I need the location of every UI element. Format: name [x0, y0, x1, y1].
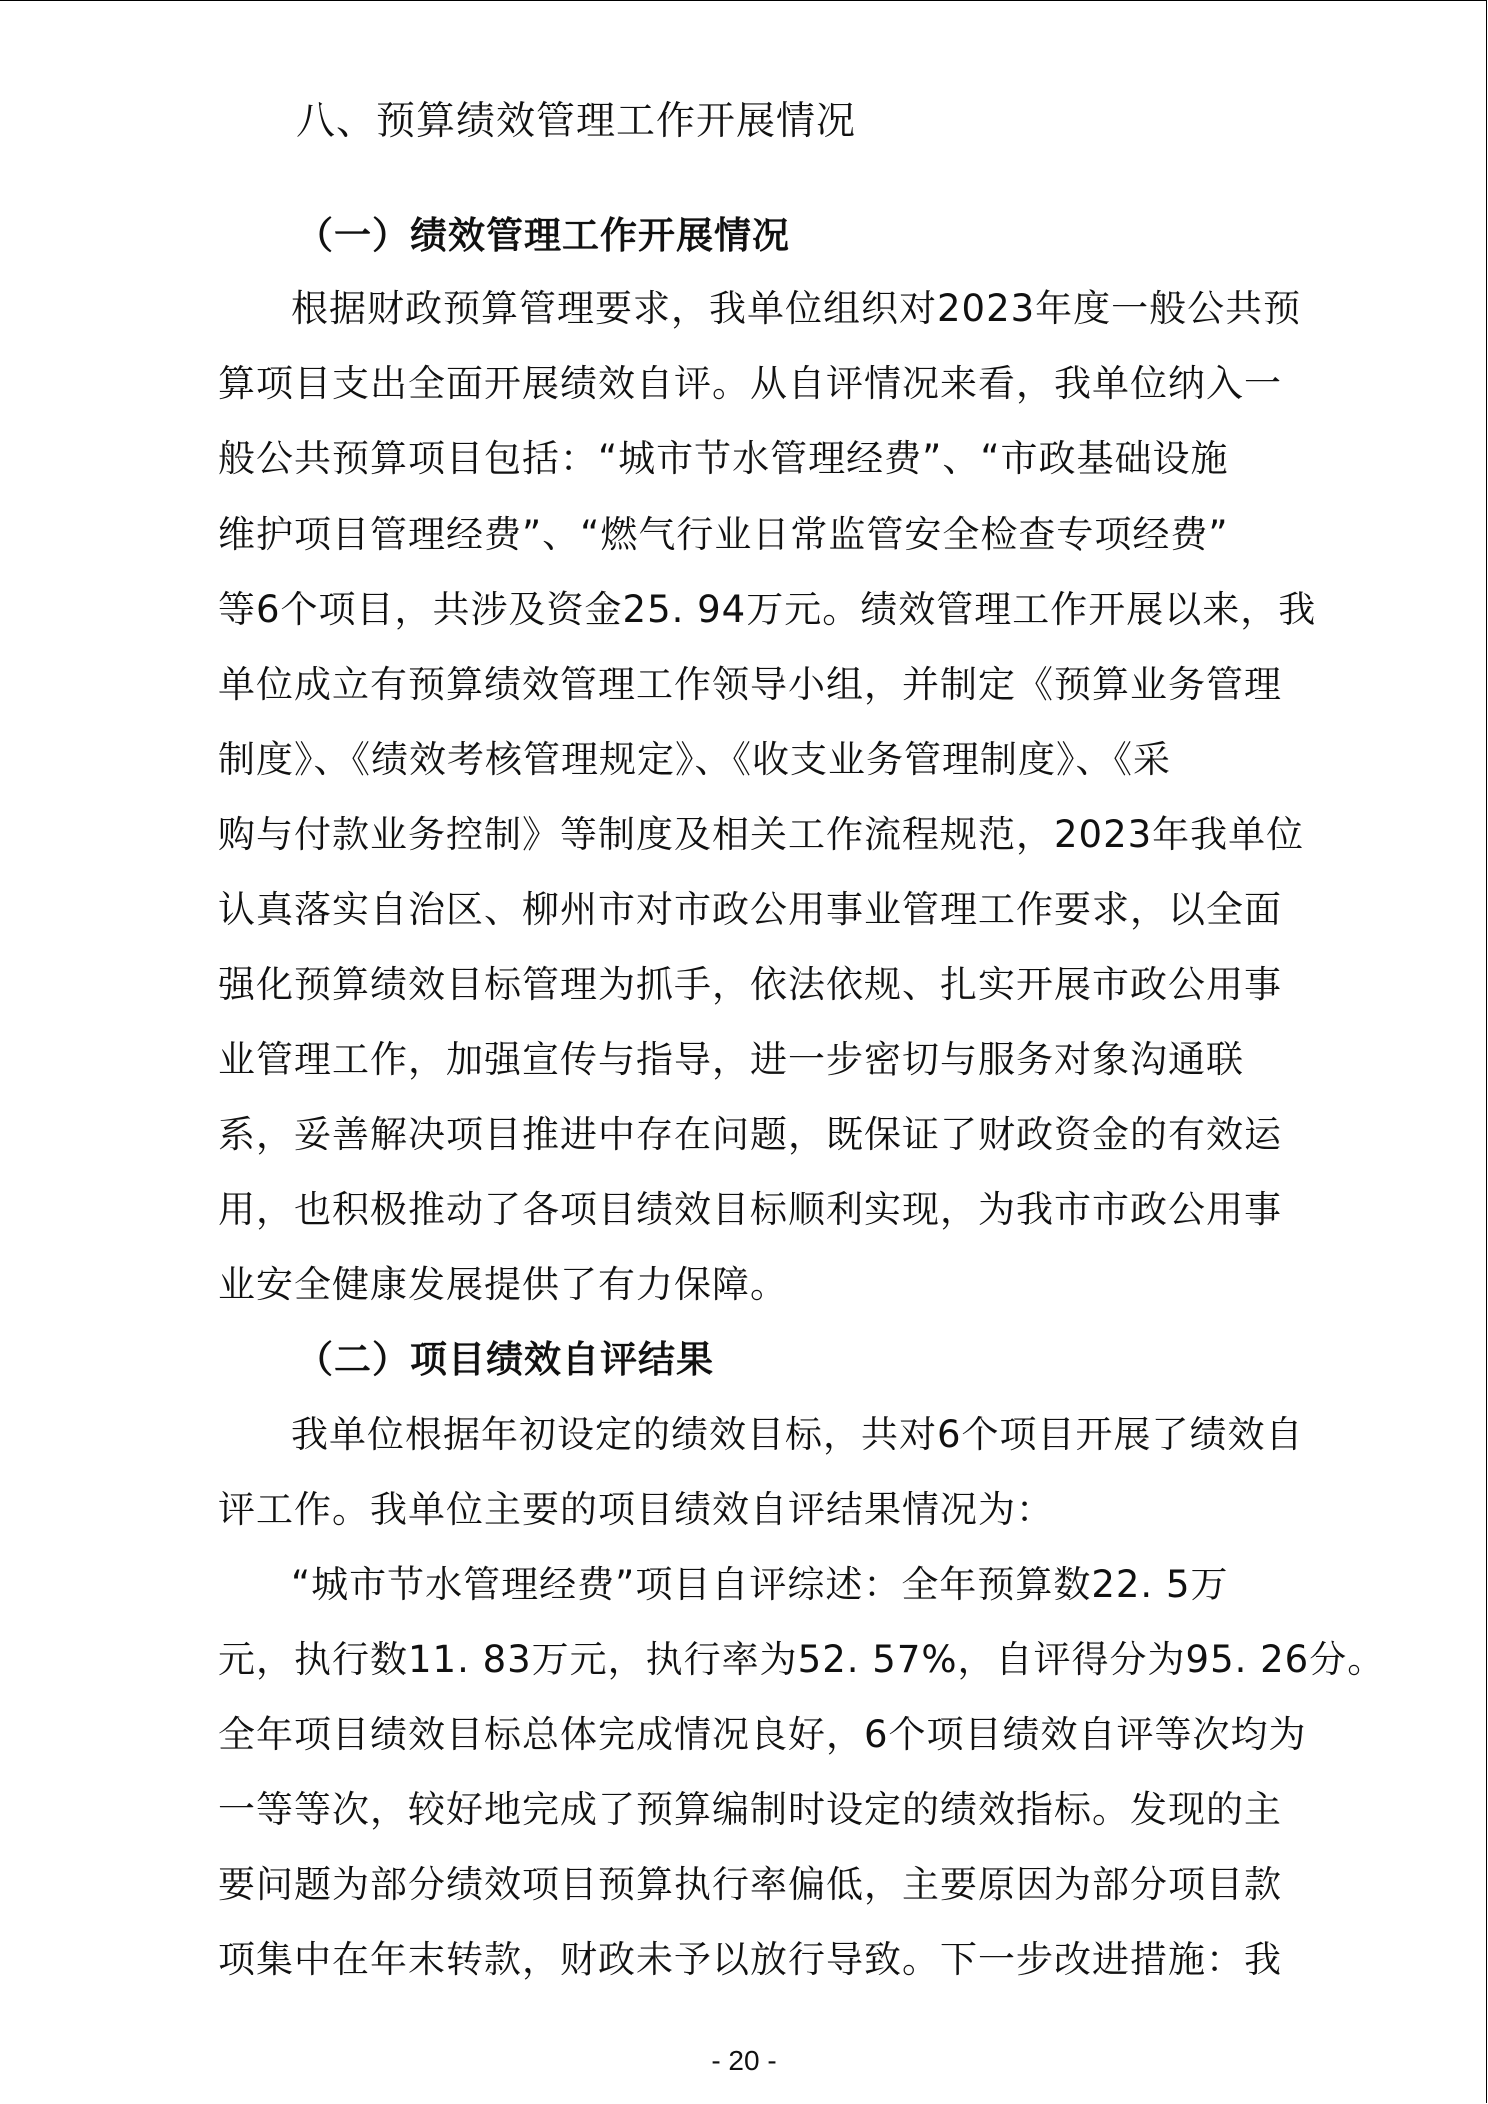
- subsection-title-2: （二）项目绩效自评结果: [296, 1338, 714, 1381]
- paragraph-line: 评工作。我单位主要的项目绩效自评结果情况为：: [218, 1488, 1054, 1531]
- paragraph-line: 一等等次，较好地完成了预算编制时设定的绩效指标。发现的主: [218, 1788, 1282, 1831]
- paragraph-line: 我单位根据年初设定的绩效目标，共对6个项目开展了绩效自: [291, 1413, 1304, 1456]
- subsection-title-1: （一）绩效管理工作开展情况: [296, 214, 790, 257]
- page-number: - 20 -: [711, 2045, 777, 2076]
- paragraph-line: 算项目支出全面开展绩效自评。从自评情况来看，我单位纳入一: [218, 362, 1282, 405]
- paragraph-line: 购与付款业务控制》等制度及相关工作流程规范，2023年我单位: [218, 813, 1305, 856]
- paragraph-line: 全年项目绩效目标总体完成情况良好，6个项目绩效自评等次均为: [218, 1713, 1307, 1756]
- paragraph-line: 业管理工作，加强宣传与指导，进一步密切与服务对象沟通联: [218, 1038, 1244, 1081]
- paragraph-line: 用，也积极推动了各项目绩效目标顺利实现，为我市市政公用事: [218, 1188, 1282, 1231]
- paragraph-line: 业安全健康发展提供了有力保障。: [218, 1263, 788, 1306]
- paragraph-line: 维护项目管理经费”、“燃气行业日常监管安全检查专项经费”: [218, 513, 1229, 556]
- paragraph-line: 要问题为部分绩效项目预算执行率偏低，主要原因为部分项目款: [218, 1863, 1282, 1906]
- section-heading: 八、预算绩效管理工作开展情况: [296, 99, 857, 144]
- paragraph-line: 单位成立有预算绩效管理工作领导小组，并制定《预算业务管理: [218, 663, 1282, 706]
- paragraph-line: 制度》、《绩效考核管理规定》、《收支业务管理制度》、《采: [218, 738, 1171, 781]
- paragraph-line: 项集中在年末转款，财政未予以放行导致。下一步改进措施：我: [218, 1938, 1282, 1981]
- paragraph-line: 系，妥善解决项目推进中存在问题，既保证了财政资金的有效运: [218, 1113, 1282, 1156]
- paragraph-line: 认真落实自治区、柳州市对市政公用事业管理工作要求，以全面: [218, 888, 1282, 931]
- paragraph-line: 元，执行数11. 83万元，执行率为52. 57%，自评得分为95. 26分。: [218, 1638, 1386, 1681]
- paragraph-line: 根据财政预算管理要求，我单位组织对2023年度一般公共预: [291, 287, 1302, 330]
- paragraph-line: 等6个项目，共涉及资金25. 94万元。绩效管理工作开展以来，我: [218, 588, 1317, 631]
- paragraph-line: 强化预算绩效目标管理为抓手，依法依规、扎实开展市政公用事: [218, 963, 1282, 1006]
- paragraph-line: “城市节水管理经费”项目自评综述：全年预算数22. 5万: [291, 1563, 1229, 1606]
- paragraph-line: 般公共预算项目包括：“城市节水管理经费”、“市政基础设施: [218, 437, 1229, 480]
